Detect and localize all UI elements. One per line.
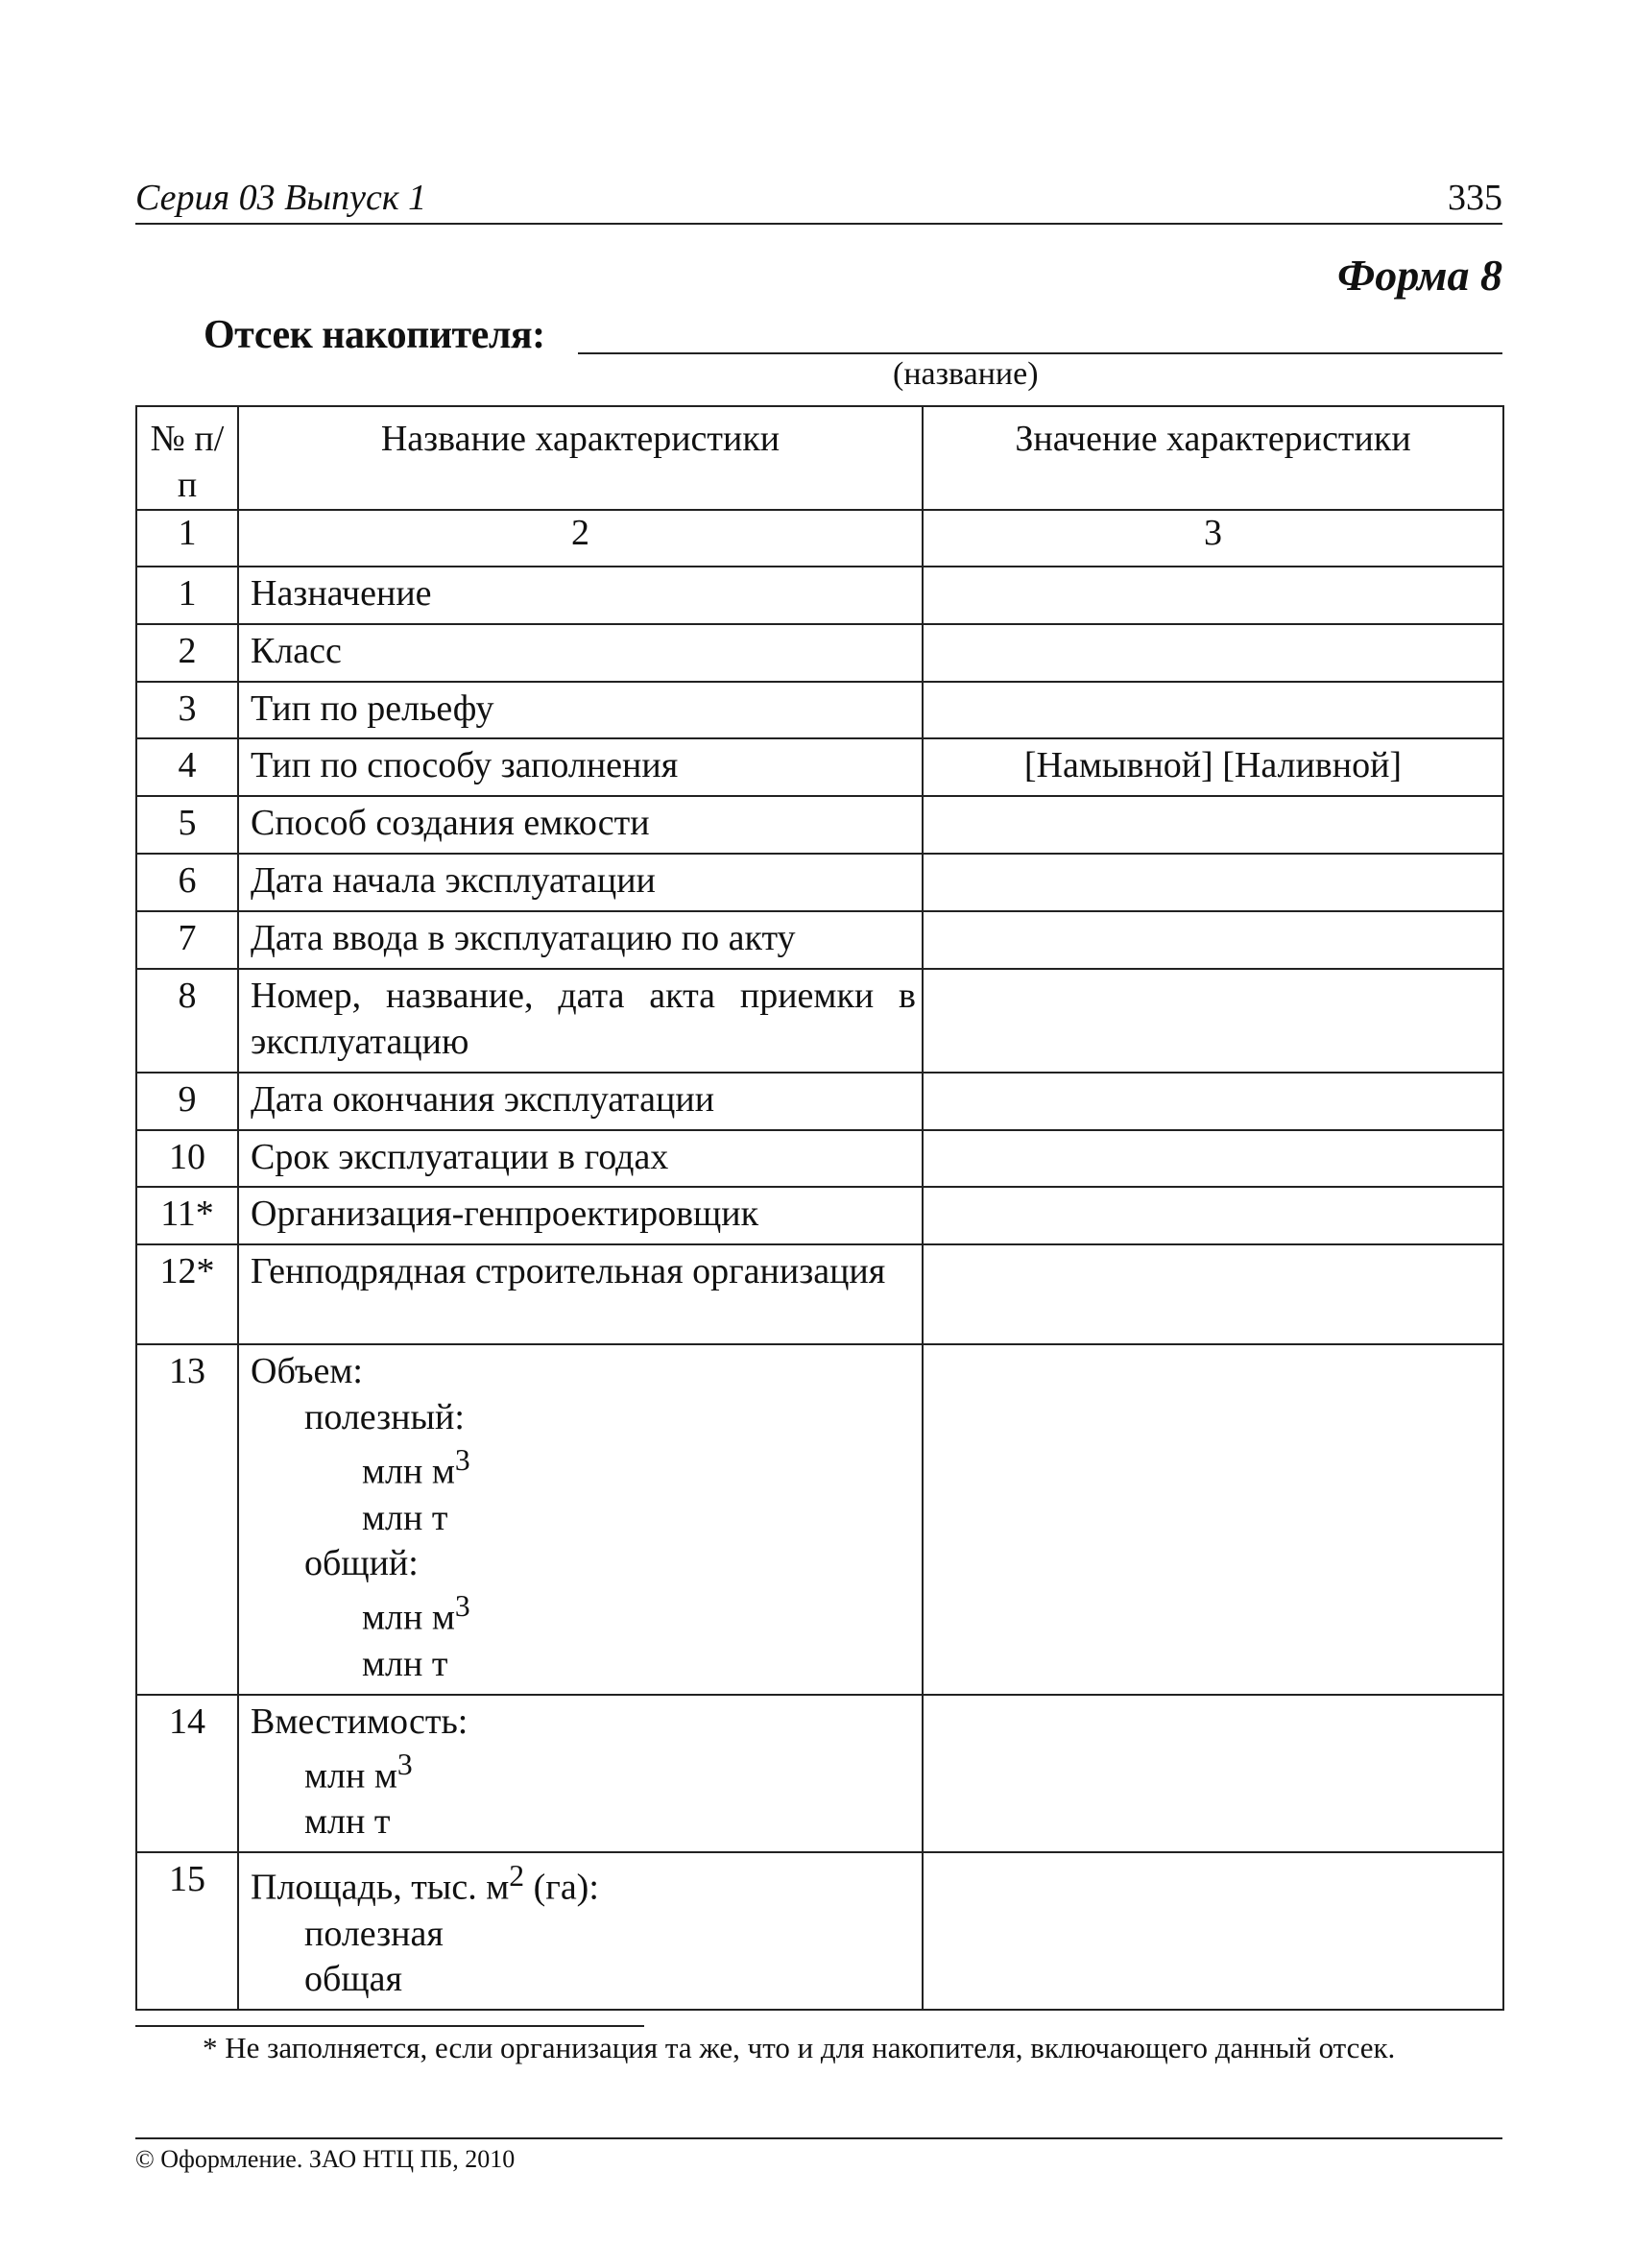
compartment-field	[204, 302, 1502, 360]
row-name-area	[238, 1852, 923, 2010]
table-row	[136, 682, 1503, 739]
table-row	[136, 854, 1503, 911]
row-number: 3	[136, 682, 238, 739]
row-number: 2	[136, 624, 238, 682]
row-value-field[interactable]	[923, 1852, 1503, 2010]
table-row	[136, 624, 1503, 682]
row-name: Тип по рельефу	[238, 682, 923, 739]
row-name: Генподрядная строительная организация	[238, 1244, 923, 1344]
row-value-field[interactable]	[923, 1344, 1503, 1694]
volume-total-m3	[251, 1587, 916, 1642]
footnote-rule	[135, 2025, 644, 2027]
row-number: 8	[136, 969, 238, 1073]
unit-text: млн м	[362, 1597, 455, 1638]
capacity-title: Вместимость:	[251, 1701, 468, 1742]
column-number: 1	[136, 510, 238, 567]
row-name: Тип по способу заполнения	[238, 738, 923, 796]
row-value-field[interactable]	[923, 1695, 1503, 1852]
row-value-field[interactable]	[923, 567, 1503, 624]
header-name: Название характеристики	[238, 406, 923, 510]
unit-text: млн м	[362, 1451, 455, 1492]
unit-text: млн м	[304, 1755, 397, 1797]
bottom-rule	[135, 2137, 1502, 2139]
row-number: 15	[136, 1852, 238, 2010]
table-row	[136, 567, 1503, 624]
row-number: 14	[136, 1695, 238, 1852]
row-name: Дата ввода в эксплуатацию по акту	[238, 911, 923, 969]
table-row	[136, 1130, 1503, 1188]
volume-total-t: млн т	[362, 1643, 448, 1684]
row-number: 7	[136, 911, 238, 969]
table-row	[136, 969, 1503, 1073]
table-row	[136, 1187, 1503, 1244]
header-number	[136, 406, 238, 510]
volume-useful-m3	[251, 1441, 916, 1496]
row-name-capacity	[238, 1695, 923, 1852]
unit-superscript: 3	[396, 1747, 413, 1781]
unit-superscript: 3	[454, 1589, 470, 1624]
compartment-name-hint: (название)	[893, 356, 1039, 392]
row-value-field[interactable]	[923, 682, 1503, 739]
row-value-field[interactable]	[923, 1187, 1503, 1244]
row-value-field[interactable]	[923, 624, 1503, 682]
row-value-field[interactable]	[923, 1244, 1503, 1344]
row-value-field[interactable]	[923, 1073, 1503, 1130]
footnote: * Не заполняется, если организация та же, что и для накопителя, включающего данный отсек.	[203, 2031, 1396, 2064]
row-number: 4	[136, 738, 238, 796]
row-name: Дата начала эксплуатации	[238, 854, 923, 911]
capacity-m3	[251, 1746, 916, 1800]
row-name: Номер, название, дата акта приемки в эксплуатацию	[238, 969, 923, 1073]
capacity-t: млн т	[304, 1801, 391, 1843]
row-name: Организация-генпроектировщик	[238, 1187, 923, 1244]
volume-useful-label: полезный:	[304, 1397, 465, 1438]
table-row	[136, 1344, 1503, 1694]
table-row	[136, 1852, 1503, 2010]
area-title-text: Площадь, тыс. м	[251, 1867, 510, 1908]
volume-useful-t: млн т	[362, 1497, 448, 1538]
table-row	[136, 1073, 1503, 1130]
form-label: Форма 8	[1337, 251, 1502, 300]
row-value-field[interactable]	[923, 854, 1503, 911]
column-number: 2	[238, 510, 923, 567]
row-number: 5	[136, 796, 238, 854]
running-header	[135, 173, 1502, 225]
column-number: 3	[923, 510, 1503, 567]
column-number-row	[136, 510, 1503, 567]
area-total: общая	[304, 1959, 402, 2000]
table-row	[136, 911, 1503, 969]
header-value: Значение характеристики	[923, 406, 1503, 510]
row-value-field[interactable]	[923, 796, 1503, 854]
unit-superscript: 2	[509, 1858, 525, 1893]
row-name: Способ создания емкости	[238, 796, 923, 854]
header-number-text: № п/п	[150, 419, 225, 505]
row-number: 11*	[136, 1187, 238, 1244]
row-number: 9	[136, 1073, 238, 1130]
series-title: Серия 03 Выпуск 1	[135, 178, 427, 218]
row-value-field[interactable]	[923, 1130, 1503, 1188]
table-header-row	[136, 406, 1503, 510]
unit-superscript: 3	[454, 1443, 470, 1477]
table-row	[136, 1695, 1503, 1852]
table-row	[136, 738, 1503, 796]
volume-title: Объем:	[251, 1351, 363, 1392]
row-number: 12*	[136, 1244, 238, 1344]
compartment-label: Отсек накопителя:	[204, 313, 545, 357]
table-row	[136, 1244, 1503, 1344]
row-name: Класс	[238, 624, 923, 682]
row-name: Дата окончания эксплуатации	[238, 1073, 923, 1130]
row-number: 10	[136, 1130, 238, 1188]
row-number: 6	[136, 854, 238, 911]
area-title-suffix: (га):	[524, 1867, 599, 1908]
row-number: 1	[136, 567, 238, 624]
row-number: 13	[136, 1344, 238, 1694]
row-name: Срок эксплуатации в годах	[238, 1130, 923, 1188]
filling-type-options[interactable]: [Намывной] [Наливной]	[923, 738, 1503, 796]
area-title	[251, 1857, 916, 1912]
characteristics-table	[135, 405, 1504, 2011]
volume-total-label: общий:	[304, 1543, 419, 1584]
area-useful: полезная	[304, 1913, 444, 1954]
row-value-field[interactable]	[923, 911, 1503, 969]
page-number: 335	[1448, 178, 1502, 218]
copyright: © Оформление. ЗАО НТЦ ПБ, 2010	[135, 2145, 516, 2173]
row-name: Назначение	[238, 567, 923, 624]
row-name-volume	[238, 1344, 923, 1694]
compartment-name-line	[578, 352, 1502, 354]
table-row	[136, 796, 1503, 854]
row-value-field[interactable]	[923, 969, 1503, 1073]
